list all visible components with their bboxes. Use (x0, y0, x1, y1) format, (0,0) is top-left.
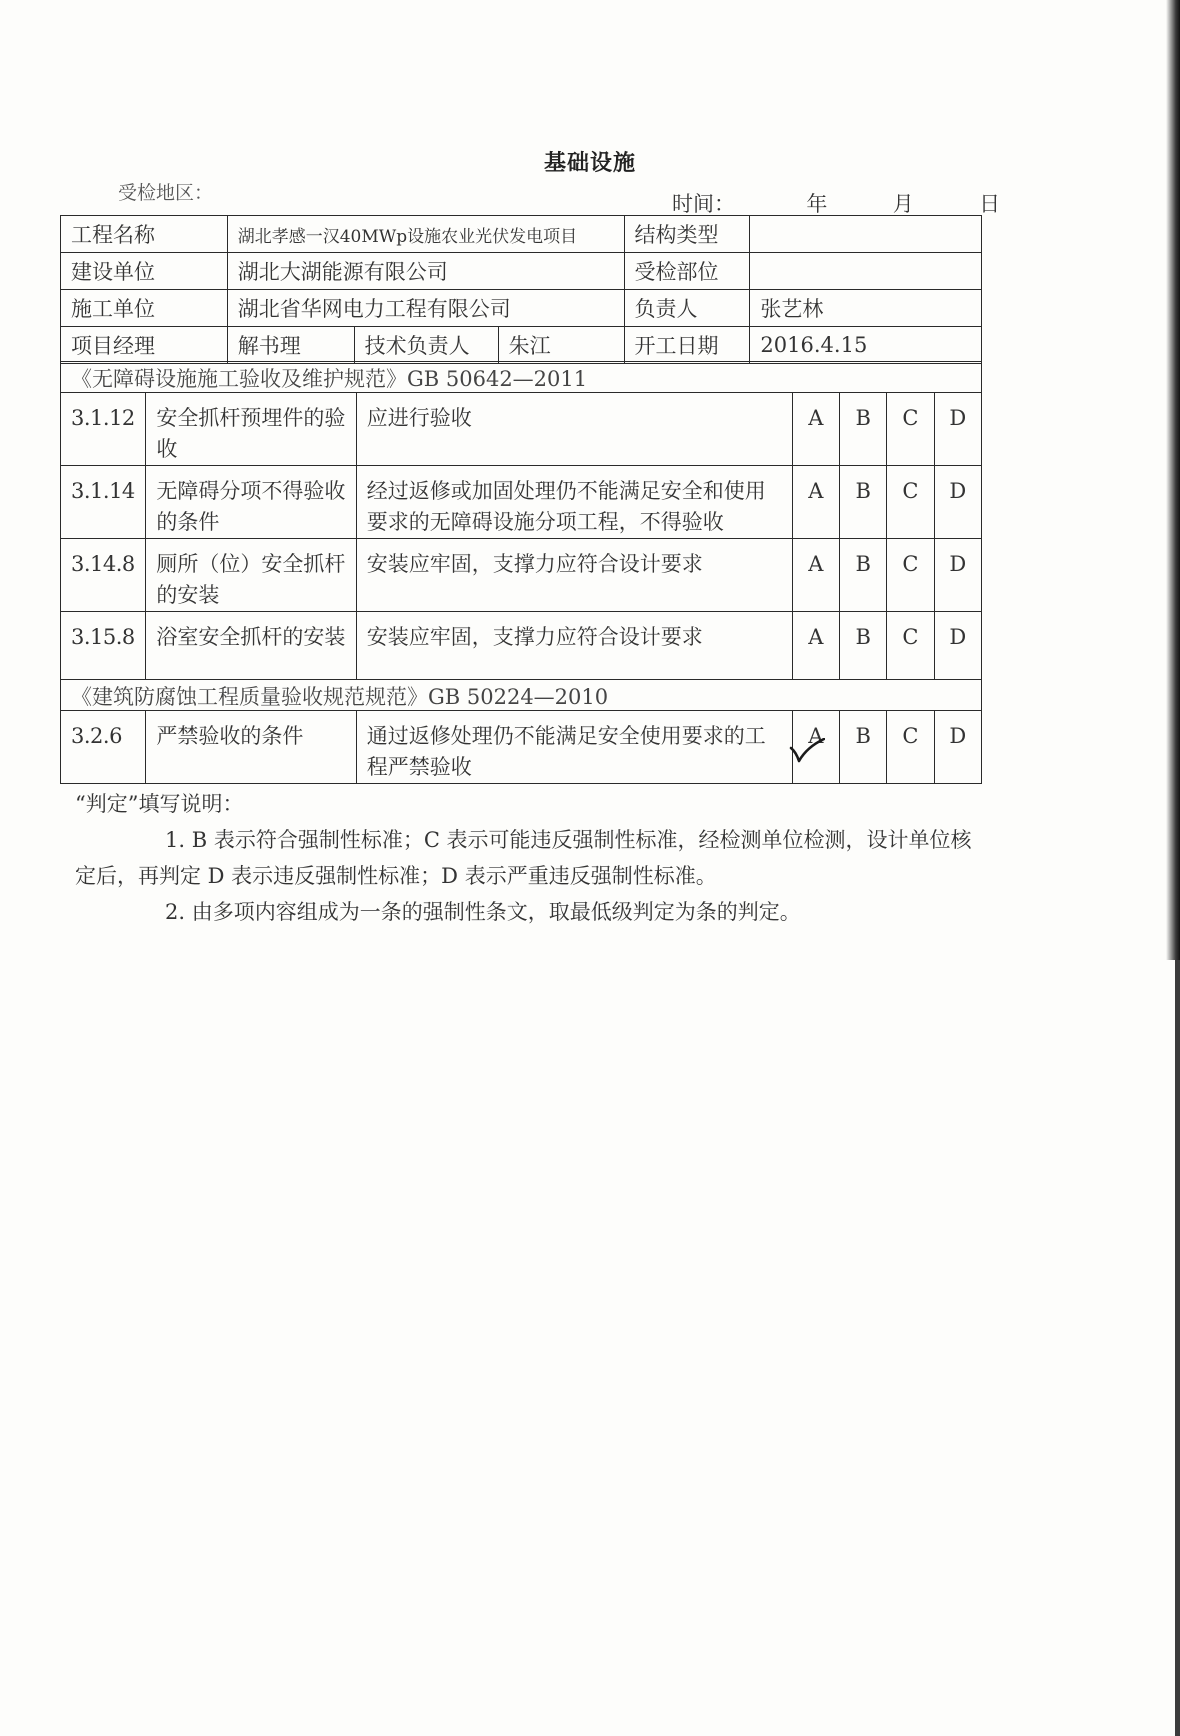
clause-item: 无障碍分项不得验收的条件 (146, 466, 356, 539)
clause-item: 严禁验收的条件 (146, 711, 356, 784)
grade-d[interactable]: D (934, 393, 981, 466)
table-row (61, 711, 982, 784)
notes-heading: “判定”填写说明： (75, 792, 244, 816)
construction-unit: 湖北省华网电力工程有限公司 (227, 290, 624, 327)
project-manager: 解书理 (227, 327, 354, 364)
build-unit-label: 建设单位 (61, 253, 228, 290)
grade-c[interactable]: C (887, 393, 934, 466)
grade-d[interactable]: D (934, 466, 981, 539)
scan-edge-shadow (1166, 0, 1180, 960)
clause-code: 3.1.14 (61, 466, 146, 539)
tech-lead: 朱江 (498, 327, 624, 364)
clause-requirement: 安装应牢固，支撑力应符合设计要求 (356, 612, 792, 680)
standard-row (61, 362, 982, 393)
table-row (61, 216, 982, 253)
handwritten-check-mark-icon (789, 738, 825, 764)
inspected-part (750, 253, 982, 290)
table-row (61, 290, 982, 327)
person-in-charge: 张艺林 (750, 290, 982, 327)
clause-code: 3.2.6 (61, 711, 146, 784)
grade-b[interactable]: B (840, 612, 887, 680)
grade-b[interactable]: B (840, 393, 887, 466)
clause-requirement: 安装应牢固，支撑力应符合设计要求 (356, 539, 792, 612)
project-manager-label: 项目经理 (61, 327, 228, 364)
grade-b[interactable]: B (840, 711, 887, 784)
year-label: 年 (806, 192, 828, 216)
structure-type (750, 216, 982, 253)
table-row (61, 466, 982, 539)
grade-a[interactable]: A (792, 393, 839, 466)
clause-item: 安全抓杆预埋件的验收 (146, 393, 356, 466)
clause-requirement: 经过返修或加固处理仍不能满足安全和使用要求的无障碍设施分项工程，不得验收 (356, 466, 792, 539)
note-item: 2. 由多项内容组成为一条的强制性条文，取最低级判定为条的判定。 (165, 900, 801, 924)
grade-a[interactable]: A (792, 612, 839, 680)
build-unit: 湖北大湖能源有限公司 (227, 253, 624, 290)
inspection-area-label: 受检地区： (118, 182, 214, 204)
grade-c[interactable]: C (887, 539, 934, 612)
start-date: 2016.4.15 (750, 327, 982, 364)
project-name: 湖北孝感一汉40MWp设施农业光伏发电项目 (227, 216, 624, 253)
date-line (672, 188, 1000, 218)
structure-type-label: 结构类型 (624, 216, 750, 253)
grade-a[interactable]: A (792, 466, 839, 539)
person-in-charge-label: 负责人 (624, 290, 750, 327)
project-info-table (60, 215, 982, 364)
table-row (61, 393, 982, 466)
project-name-label: 工程名称 (61, 216, 228, 253)
table-row (61, 327, 982, 364)
scan-edge-line (1175, 960, 1180, 1736)
clause-requirement: 通过返修处理仍不能满足安全使用要求的工程严禁验收 (356, 711, 792, 784)
notes-section (75, 786, 980, 930)
clause-requirement: 应进行验收 (356, 393, 792, 466)
mandatory-clauses-table (60, 361, 982, 784)
grade-c[interactable]: C (887, 466, 934, 539)
grade-d[interactable]: D (934, 612, 981, 680)
clause-code: 3.14.8 (61, 539, 146, 612)
table-row (61, 539, 982, 612)
grade-c[interactable]: C (887, 711, 934, 784)
grade-a[interactable]: A (792, 539, 839, 612)
standard-title: 《建筑防腐蚀工程质量验收规范规范》GB 50224—2010 (61, 680, 982, 711)
construction-unit-label: 施工单位 (61, 290, 228, 327)
clause-item: 浴室安全抓杆的安装 (146, 612, 356, 680)
standard-row (61, 680, 982, 711)
table-row (61, 253, 982, 290)
grade-b[interactable]: B (840, 466, 887, 539)
clause-code: 3.15.8 (61, 612, 146, 680)
clause-item: 厕所（位）安全抓杆的安装 (146, 539, 356, 612)
clause-code: 3.1.12 (61, 393, 146, 466)
note-item: 1. B 表示符合强制性标准；C 表示可能违反强制性标准，经检测单位检测，设计单位核定后，再判定 D 表示违反强制性标准；D 表示严重违反强制性标准。 (75, 828, 972, 888)
day-label: 日 (979, 192, 1001, 216)
grade-c[interactable]: C (887, 612, 934, 680)
start-date-label: 开工日期 (624, 327, 750, 364)
table-row (61, 612, 982, 680)
grade-d[interactable]: D (934, 711, 981, 784)
date-label: 时间： (672, 192, 735, 216)
month-label: 月 (892, 192, 914, 216)
grade-b[interactable]: B (840, 539, 887, 612)
standard-title: 《无障碍设施施工验收及维护规范》GB 50642—2011 (61, 362, 982, 393)
tech-lead-label: 技术负责人 (354, 327, 498, 364)
inspected-part-label: 受检部位 (624, 253, 750, 290)
document-title: 基础设施 (543, 150, 636, 176)
grade-a[interactable]: A (792, 711, 839, 784)
grade-d[interactable]: D (934, 539, 981, 612)
